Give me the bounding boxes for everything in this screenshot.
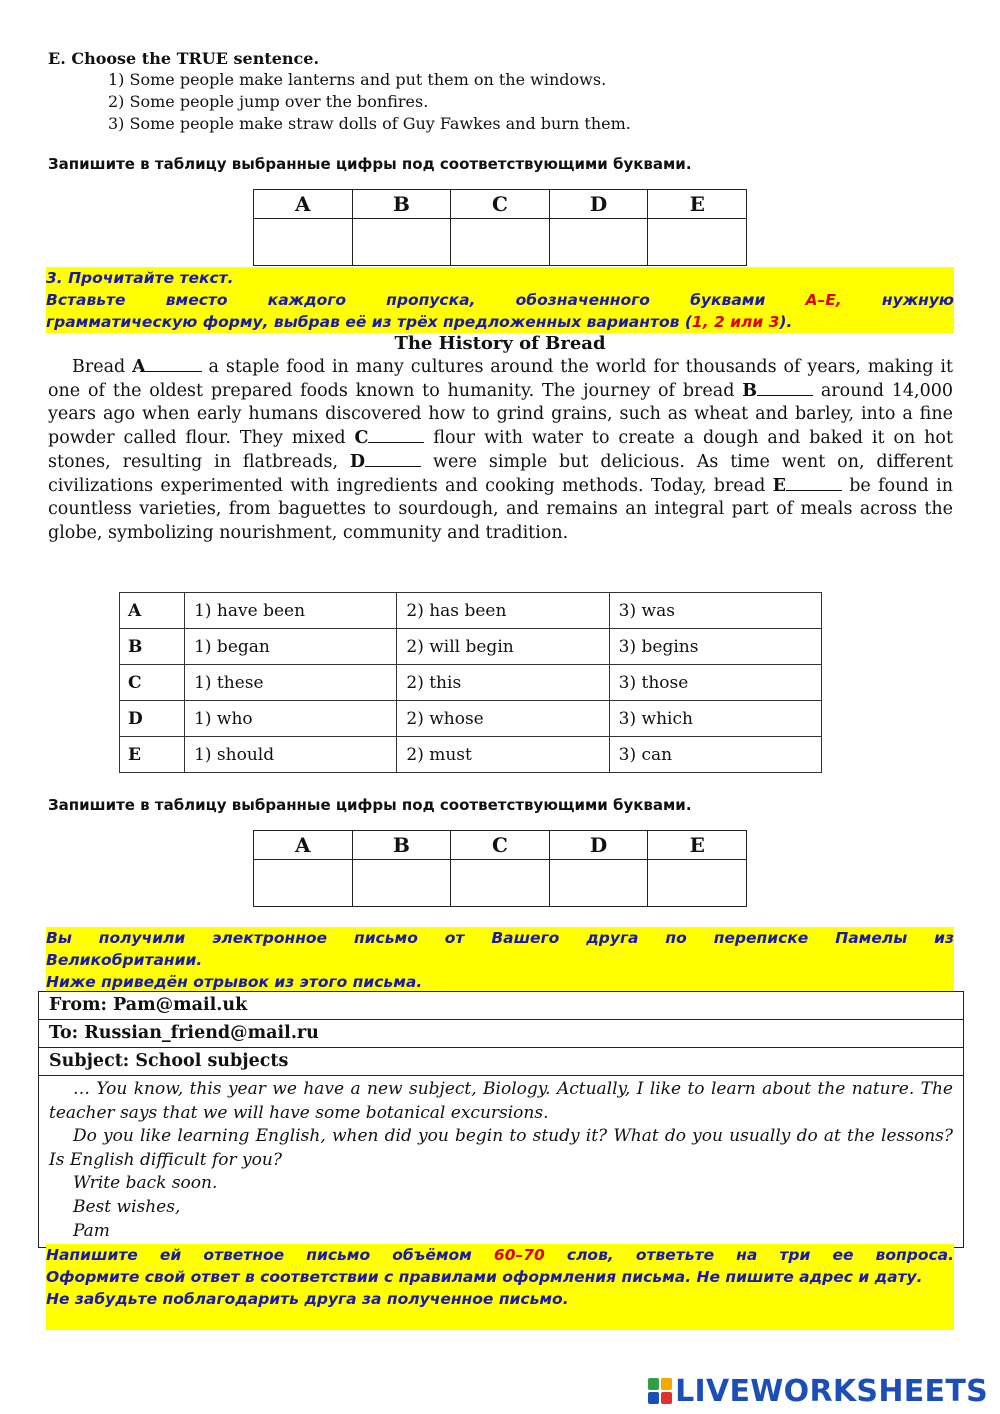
gap-a[interactable] [146, 357, 202, 372]
gap-d[interactable] [365, 452, 421, 467]
answer-cell-c[interactable] [451, 219, 550, 266]
table-row: B 1) began 2) will begin 3) begins [120, 629, 822, 665]
answer-table-1 [253, 189, 747, 266]
gap-d-label: D [349, 451, 366, 472]
email-signature: Pam [73, 1220, 110, 1241]
task3-heading: 3. Прочитайте текст. [46, 269, 234, 287]
gap-b-label: B [742, 380, 758, 401]
answer2-cell-b[interactable] [352, 860, 451, 907]
section-e-option-3: 3) Some people make straw dolls of Guy Fawkes and burn them. [108, 114, 631, 133]
section-e-option-2: 2) Some people jump over the bonfires. [108, 92, 429, 111]
email-box [38, 991, 964, 1248]
section-e-title: E. Choose the TRUE sentence. [48, 49, 320, 68]
reply-task [46, 1244, 954, 1330]
options-table [119, 592, 822, 773]
answer2-header-e: E [648, 831, 747, 860]
email-from: From: Pam@mail.uk [39, 992, 963, 1020]
email-body [39, 1076, 963, 1247]
answer2-cell-a[interactable] [254, 860, 353, 907]
answer-cell-b[interactable] [352, 219, 451, 266]
answer-instruction-1: Запишите в таблицу выбранные цифры под соответствующими буквами. [48, 155, 692, 173]
answer-table-2 [253, 830, 747, 907]
email-subject: Subject: School subjects [39, 1048, 963, 1076]
answer2-header-d: D [549, 831, 648, 860]
table-row: A 1) have been 2) has been 3) was [120, 593, 822, 629]
email-signoff: Best wishes, [73, 1196, 181, 1217]
gap-e[interactable] [786, 476, 842, 491]
task3-line2: Вставьте вместо каждого пропуска, обозначенного буквами A–E, нужную [46, 291, 954, 309]
answer-cell-a[interactable] [254, 219, 353, 266]
letter-intro-line1: Вы получили электронное письмо от Вашего друга по переписке Памелы из [46, 929, 954, 947]
task3-instructions [46, 267, 954, 333]
email-closing: Write back soon. [73, 1173, 218, 1194]
answer2-cell-e[interactable] [648, 860, 747, 907]
answer-header-a: A [254, 190, 353, 219]
answer-cell-e[interactable] [648, 219, 747, 266]
gap-e-label: E [772, 475, 786, 496]
answer-header-c: C [451, 190, 550, 219]
gap-c-label: C [354, 428, 369, 449]
logo-text: LIVEWORKSHEETS [675, 1373, 988, 1409]
email-paragraph: … You know, this year we have a new subject, Biology. Actually, I like to learn about the nature. The teacher says that we will have some botanical excursions. [49, 1079, 953, 1123]
email-paragraph: Do you like learning English, when did you begin to study it? What do you usually do at the lessons? Is English difficult for you? [49, 1126, 953, 1170]
table-row: E 1) should 2) must 3) can [120, 737, 822, 773]
letter-intro [46, 927, 954, 991]
answer2-header-b: B [352, 831, 451, 860]
bread-text: Bread A a staple food in many cultures around the world for thousands of years, making it one of the oldest prepared foods known to humanity. The journey of bread B around 14,000 years ago when early humans discovered how to grind grains, such as wheat and barley, into a fine powder called flour. They mixed C flour with water to create a dough and baked it on hot stones, resulting in flatbreads, D were simple but delicious. As time went on, different civilizations experimented with ingredients and cooking methods. Today, bread E be found in countless varieties, from baguettes to sourdough, and remains an integral part of meals across the globe, symbolizing nourishment, community and tradition. [48, 357, 954, 543]
liveworksheets-logo[interactable] [648, 1371, 988, 1411]
answer2-cell-d[interactable] [549, 860, 648, 907]
task3-line3: грамматическую форму, выбрав её из трёх предложенных вариантов (1, 2 или 3). [46, 313, 793, 331]
answer-instruction-2: Запишите в таблицу выбранные цифры под соответствующими буквами. [48, 796, 692, 814]
answer2-header-c: C [451, 831, 550, 860]
answer-header-d: D [549, 190, 648, 219]
answer-header-b: B [352, 190, 451, 219]
text-title: The History of Bread [394, 333, 606, 354]
answer2-cell-c[interactable] [451, 860, 550, 907]
answer2-header-a: A [254, 831, 353, 860]
reply-task-line3: Не забудьте поблагодарить друга за полученное письмо. [46, 1290, 569, 1308]
gap-c[interactable] [368, 428, 424, 443]
email-to: To: Russian_friend@mail.ru [39, 1020, 963, 1048]
answer-header-e: E [648, 190, 747, 219]
letter-intro-line3: Ниже приведён отрывок из этого письма. [46, 973, 423, 991]
gap-b[interactable] [757, 381, 813, 396]
reply-task-line1: Напишите ей ответное письмо объёмом 60–70 слов, ответьте на три ее вопроса. [46, 1246, 955, 1264]
section-e-option-1: 1) Some people make lanterns and put them on the windows. [108, 70, 607, 89]
letter-intro-line2: Великобритании. [46, 951, 203, 969]
gap-a-label: A [132, 357, 146, 377]
reply-task-line2: Оформите свой ответ в соответствии с правилами оформления письма. Не пишите адрес и дату. [46, 1268, 923, 1286]
table-row: C 1) these 2) this 3) those [120, 665, 822, 701]
logo-blocks-icon [648, 1378, 672, 1404]
answer-cell-d[interactable] [549, 219, 648, 266]
table-row: D 1) who 2) whose 3) which [120, 701, 822, 737]
